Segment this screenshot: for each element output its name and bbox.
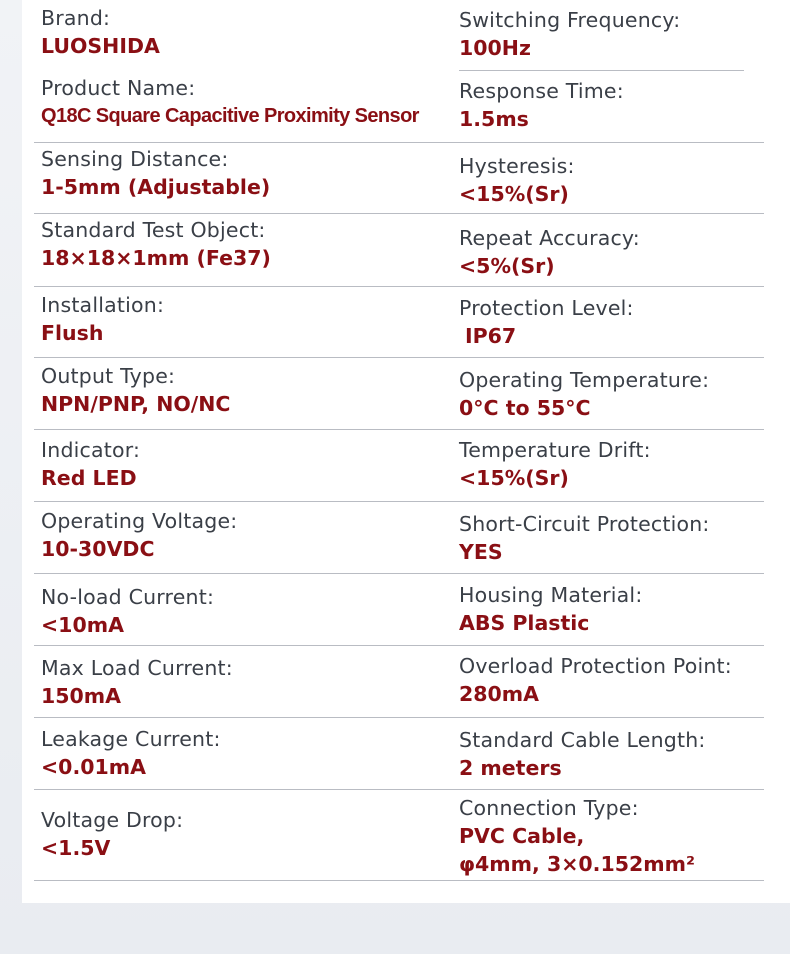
spec-value: Flush	[41, 321, 104, 345]
spec-max-load-current	[41, 654, 451, 710]
spec-label: Brand:	[41, 6, 111, 30]
spec-label: Output Type:	[41, 364, 176, 388]
spec-protection-level	[459, 294, 779, 350]
spec-value: <5%(Sr)	[459, 254, 555, 278]
row-divider	[34, 573, 764, 574]
row-divider	[34, 213, 764, 214]
spec-label: Response Time:	[459, 79, 624, 103]
row-divider	[34, 645, 764, 646]
spec-label: Switching Frequency:	[459, 8, 681, 32]
row-divider	[34, 357, 764, 358]
row-divider	[34, 429, 764, 430]
row-divider	[34, 880, 764, 881]
row-divider	[34, 717, 764, 718]
spec-switching-frequency	[459, 6, 779, 62]
spec-hysteresis	[459, 152, 779, 208]
spec-overload-protection-point	[459, 652, 779, 708]
spec-label: Connection Type:	[459, 796, 639, 820]
spec-label: Standard Test Object:	[41, 218, 266, 242]
spec-brand	[41, 4, 451, 60]
spec-sensing-distance	[41, 145, 451, 201]
spec-value-line2: φ4mm, 3×0.152mm²	[459, 852, 695, 876]
spec-label: Standard Cable Length:	[459, 728, 706, 752]
spec-value: 0°C to 55°C	[459, 396, 591, 420]
spec-value: NPN/PNP, NO/NC	[41, 392, 231, 416]
spec-indicator	[41, 436, 451, 492]
spec-value: 18×18×1mm (Fe37)	[41, 246, 271, 270]
spec-label: Leakage Current:	[41, 727, 221, 751]
spec-value: 1.5ms	[459, 107, 529, 131]
spec-value: <15%(Sr)	[459, 182, 569, 206]
spec-label: No-load Current:	[41, 585, 215, 609]
spec-label: Repeat Accuracy:	[459, 226, 640, 250]
spec-value: 1-5mm (Adjustable)	[41, 175, 271, 199]
spec-operating-voltage	[41, 507, 451, 563]
spec-label: Voltage Drop:	[41, 808, 184, 832]
spec-label: Overload Protection Point:	[459, 654, 732, 678]
spec-repeat-accuracy	[459, 224, 779, 280]
spec-output-type	[41, 362, 451, 418]
spec-value: LUOSHIDA	[41, 34, 160, 58]
spec-value: ABS Plastic	[459, 611, 590, 635]
spec-short-circuit-protection	[459, 510, 779, 566]
spec-label: Short-Circuit Protection:	[459, 512, 710, 536]
spec-label: Max Load Current:	[41, 656, 233, 680]
spec-product-name	[41, 74, 451, 130]
spec-label: Product Name:	[41, 76, 196, 100]
spec-label: Sensing Distance:	[41, 147, 229, 171]
row-divider	[34, 789, 764, 790]
spec-value: 100Hz	[459, 36, 531, 60]
spec-voltage-drop	[41, 806, 451, 862]
spec-value: <0.01mA	[41, 755, 146, 779]
spec-value: 2 meters	[459, 756, 562, 780]
spec-value: Red LED	[41, 466, 137, 490]
spec-value: 10-30VDC	[41, 537, 155, 561]
spec-label: Indicator:	[41, 438, 141, 462]
spec-label: Protection Level:	[459, 296, 634, 320]
spec-label: Housing Material:	[459, 583, 643, 607]
spec-label: Operating Voltage:	[41, 509, 238, 533]
spec-value: 280mA	[459, 682, 540, 706]
spec-standard-cable-length	[459, 726, 779, 782]
spec-value: Q18C Square Capacitive Proximity Sensor	[41, 105, 419, 127]
spec-value: PVC Cable,	[459, 824, 585, 848]
spec-value: YES	[459, 540, 503, 564]
row-divider	[34, 501, 764, 502]
spec-standard-test-object	[41, 216, 451, 272]
spec-temperature-drift	[459, 436, 779, 492]
spec-housing-material	[459, 581, 779, 637]
row-divider	[34, 142, 764, 143]
spec-label: Temperature Drift:	[459, 438, 651, 462]
spec-label: Installation:	[41, 293, 165, 317]
spec-label: Operating Temperature:	[459, 368, 710, 392]
spec-installation	[41, 291, 451, 347]
spec-value: <1.5V	[41, 836, 111, 860]
spec-label: Hysteresis:	[459, 154, 575, 178]
row-divider	[459, 70, 744, 71]
spec-value: 150mA	[41, 684, 122, 708]
spec-operating-temperature	[459, 366, 779, 422]
spec-value: <15%(Sr)	[459, 466, 569, 490]
spec-no-load-current	[41, 583, 451, 639]
spec-response-time	[459, 77, 779, 133]
spec-value: IP67	[465, 324, 517, 348]
spec-value: <10mA	[41, 613, 124, 637]
spec-leakage-current	[41, 725, 451, 781]
spec-connection-type	[459, 794, 779, 878]
row-divider	[34, 286, 764, 287]
